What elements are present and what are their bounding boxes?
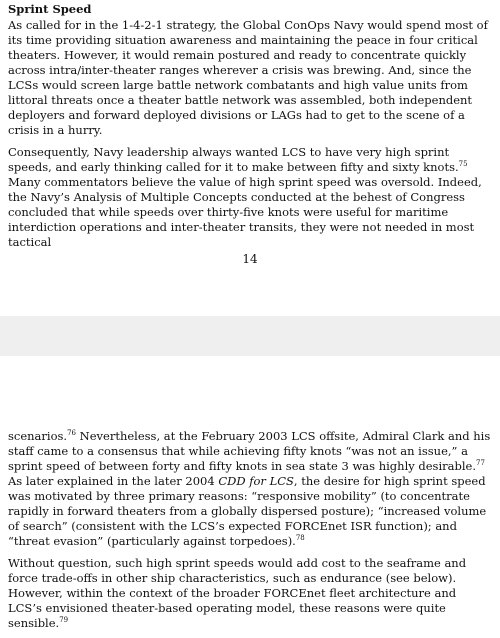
document-page-14 xyxy=(0,0,500,316)
page-number: 14 xyxy=(242,252,258,266)
page-content xyxy=(8,2,492,257)
page-separator xyxy=(0,316,500,356)
footnote-ref[interactable]: 77 xyxy=(476,459,485,468)
paragraph-text: As called for in the 1-4-2-1 strategy, the Global ConOps Navy would spend most of its time providing situation awareness and maintaining the peace in four critical theaters. However, it would remain postured and ready to concentrate quickly across intra/inter-theater ranges wherever a crisis was brewing. And, since the LCSs would screen large battle network combatants and high value units from littoral threats once a theater battle network was assembled, both independent deployers and forward deployed divisions or LAGs had to get to the scene of a crisis in a hurry. xyxy=(8,18,488,137)
paragraph xyxy=(8,556,492,631)
footnote-ref[interactable]: 75 xyxy=(458,160,468,169)
paragraph-text: Nevertheless, at the February 2003 LCS offsite, Admiral Clark and his staff came to a consensus that while achieving fifty knots “was not an issue,” a sprint speed of between forty and fifty knots in sea state 3 was highly desirable. xyxy=(8,429,491,473)
paragraph-text: Without question, such high sprint speeds would add cost to the seaframe and force trade-offs in other ship characteristics, such as endurance (see below). However, within the context of the broader FORCEnet fleet architecture and LCS’s envisioned theater-based operating model, these reasons were quite sensible. xyxy=(8,556,467,630)
paragraph xyxy=(8,18,492,138)
paragraph-text: As later explained in the later 2004 xyxy=(8,474,219,488)
section-heading: Sprint Speed xyxy=(8,2,92,16)
page-content xyxy=(8,429,492,638)
footnote-ref[interactable]: 76 xyxy=(67,429,76,438)
paragraph xyxy=(8,145,492,250)
document-page-15 xyxy=(0,356,500,632)
footnote-ref[interactable]: 79 xyxy=(59,616,69,625)
footnote-ref[interactable]: 78 xyxy=(295,534,305,543)
paragraph-text: Consequently, Navy leadership always wanted LCS to have very high sprint speeds, and early thinking called for it to make between fifty and sixty knots. xyxy=(8,145,459,174)
paragraph-text: Many commentators believe the value of high sprint speed was oversold. Indeed, the Navy’s Analysis of Multiple Concepts conducted at the behest of Congress concluded that while speeds over thirty-five knots were useful for maritime interdiction operations and inter-theater transits, they were not needed in most tactical xyxy=(8,175,482,249)
paragraph-text: scenarios. xyxy=(8,429,68,443)
paragraph xyxy=(8,429,492,549)
paragraph-text: , the desire for high sprint speed was motivated by three primary reasons: “responsive mobility” (to concentrate rapidly in forward theaters from a globally dispersed posture); “increased volume of search” (consistent with the LCS’s expected FORCEnet ISR function); and “threat evasion” (particularly against torpedoes). xyxy=(8,474,487,548)
document-title-italic: CDD for LCS xyxy=(218,474,294,488)
